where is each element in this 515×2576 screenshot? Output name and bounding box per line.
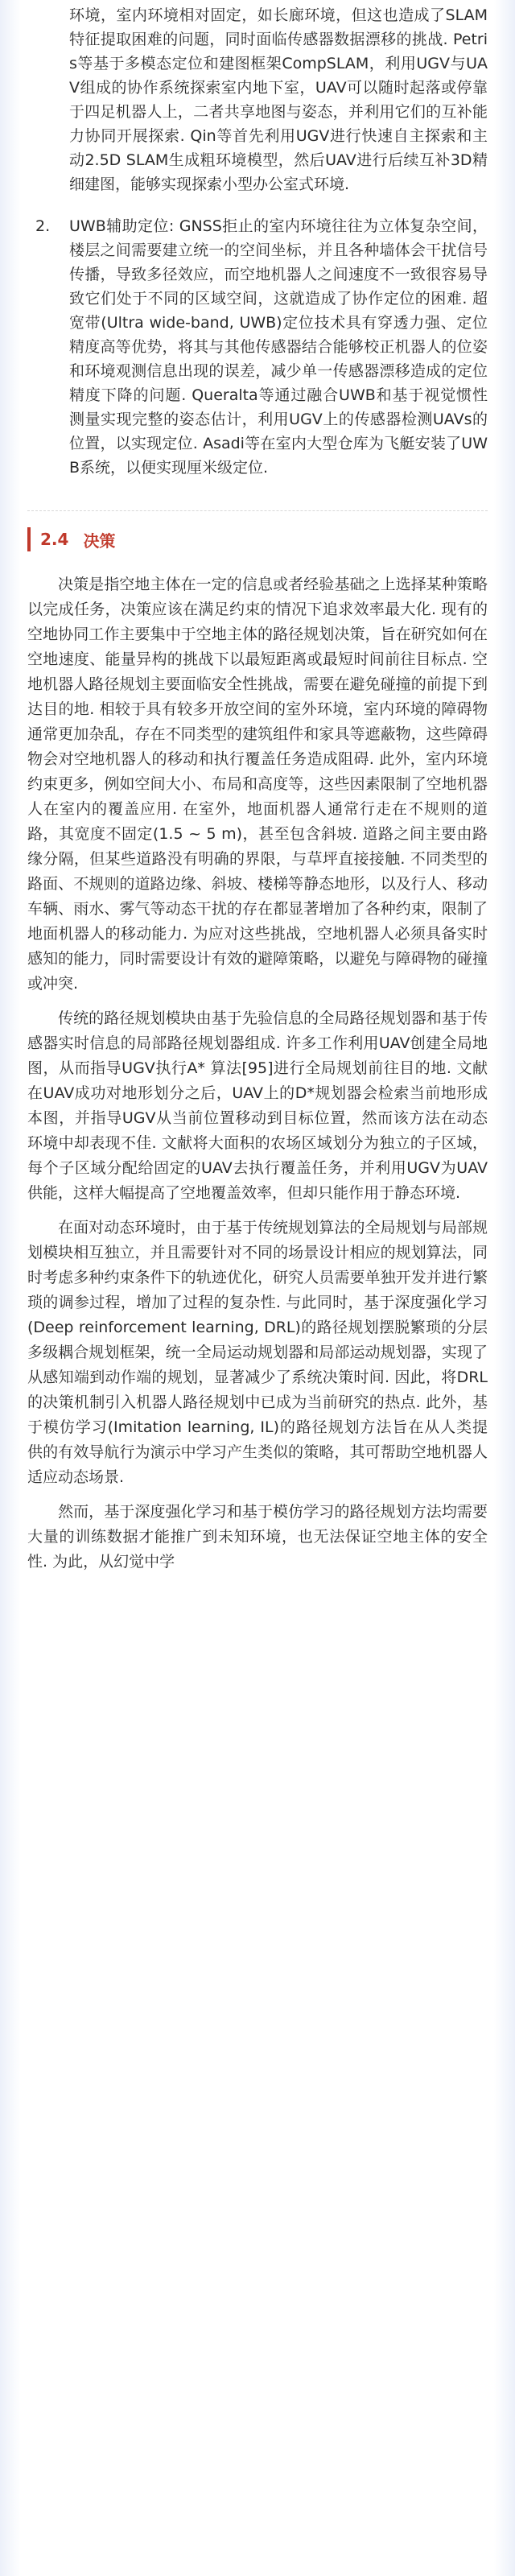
paper-page bbox=[27, 0, 488, 1584]
list-item-2-number: 2. bbox=[35, 217, 51, 235]
list-item-2-text: UWB辅助定位: GNSS拒止的室内环境往往为立体复杂空间，楼层之间需要建立统一的空间坐标，并且各种墙体会干扰信号传播，导致多径效应，而空地机器人之间速度不一致很容易导致它们处于不同的区域空间，这就造成了协作定位的困难. 超宽带(Ultra wide-band, UWB)定位技术具有穿透力强、定位精度高等优势，将其与其他传感器结合能够校正机器人的位姿和环境观测信息出现的误差，减少单一传感器漂移造成的定位精度下降的问题. Queralta等通过融合UWB和基于视觉惯性测量实现完整的姿态估计，利用UGV上的传感器检测UAVs的位置，以实现定位. Asadi等在室内大型仓库为飞艇安装了UWB系统，以便实现厘米级定位. bbox=[69, 217, 488, 477]
paragraph-traditional-planning: 传统的路径规划模块由基于先验信息的全局路径规划器和基于传感器实时信息的局部路径规划器组成. 许多工作利用UAV创建全局地图，从而指导UGV执行A* 算法[95]进行全局规划前往目的地. 文献在UAV成功对地形划分之后，UAV上的D*规划器会检索当前地形成本图，并指导UGV从当前位置移动到目标位置，然而该方法在动态环境中却表现不佳. 文献将大面积的农场区域划分为独立的子区域，每个子区域分配给固定的UAV去执行覆盖任务，并利用UGV为UAV供能，这样大幅提高了空地覆盖效率，但却只能作用于静态环境. bbox=[27, 1009, 488, 1202]
section-divider bbox=[27, 510, 488, 511]
paragraph-dynamic-environment: 在面对动态环境时，由于基于传统规划算法的全局规划与局部规划模块相互独立，并且需要针对不同的场景设计相应的规划算法，同时考虑多种约束条件下的轨迹优化，研究人员需要单独开发并进行繁琐的调参过程，增加了过程的复杂性. 与此同时，基于深度强化学习(Deep reinforcement learning, DRL)的路径规划摆脱繁琐的分层多级耦合规划框架，统一全局运动规划器和局部运动规划器，实现了从感知端到动作端的规划，显著减少了系统决策时间. 因此，将DRL的决策机制引入机器人路径规划中已成为当前研究的热点. 此外，基于模仿学习(Imitation learning, IL)的路径规划方法旨在从人类提供的有效导航行为演示中学习产生类似的策略，其可帮助空地机器人适应动态场景. bbox=[27, 1219, 488, 1486]
paragraph-learning-limitations: 然而，基于深度强化学习和基于模仿学习的路径规划方法均需要大量的训练数据才能推广到未知环境，也无法保证空地主体的安全性. 为此，从幻觉中学 bbox=[27, 1503, 488, 1571]
paragraph-decision-intro: 决策是指空地主体在一定的信息或者经验基础之上选择某种策略以完成任务，决策应该在满足约束的情况下追求效率最大化. 现有的空地协同工作主要集中于空地主体的路径规划决策，旨在研究如何在空地速度、能量异构的挑战下以最短距离或最短时间前往目标点. 空地机器人路径规划主要面临安全性挑战，需要在避免碰撞的前提下到达目的地. 相较于具有较多开放空间的室外环境，室内环境的障碍物通常更加杂乱，存在不同类型的建筑组件和家具等遮蔽物，这些障碍物会对空地机器人的移动和执行覆盖任务造成阻碍. 此外，室内环境约束更多，例如空间大小、布局和高度等，这些因素限制了空地机器人在室内的覆盖应用. 在室外，地面机器人通常行走在不规则的道路，其宽度不固定(1.5 ~ 5 m)，甚至包含斜坡. 道路之间主要由路缘分隔，但某些道路没有明确的界限，与草坪直接接触. 不同类型的路面、不规则的道路边缘、斜坡、楼梯等静态地形，以及行人、移动车辆、雨水、雾气等动态干扰的存在都显著增加了各种约束，限制了地面机器人的移动能力. 为应对这些挑战，空地机器人必须具备实时感知的能力，同时需要设计有效的避障策略，以避免与障碍物的碰撞或冲突. bbox=[27, 576, 488, 993]
section-title: 决策 bbox=[83, 530, 116, 551]
list-item-1-continuation: 环境，室内环境相对固定，如长廊环境，但这也造成了SLAM特征提取困难的问题，同时面临传感器数据漂移的挑战. Petris等基于多模态定位和建图框架CompSLAM，利用UGV与UAV组成的协作系统探索室内地下室，UAV可以随时起落或停靠于四足机器人上，二者共享地图与姿态，并利用它们的互补能力协同开展探索. Qin等首先利用UGV进行快速自主探索和主动2.5D SLAM生成粗环境模型，然后UAV进行后续互补3D精细建图，能够实现探索小型办公室式环境. bbox=[69, 6, 488, 193]
page-edge-decoration-left bbox=[0, 0, 21, 2576]
list-item-2 bbox=[27, 214, 488, 480]
section-heading bbox=[27, 527, 488, 551]
section-number: 2.4 bbox=[40, 530, 69, 549]
page-edge-decoration-right bbox=[494, 0, 515, 2576]
